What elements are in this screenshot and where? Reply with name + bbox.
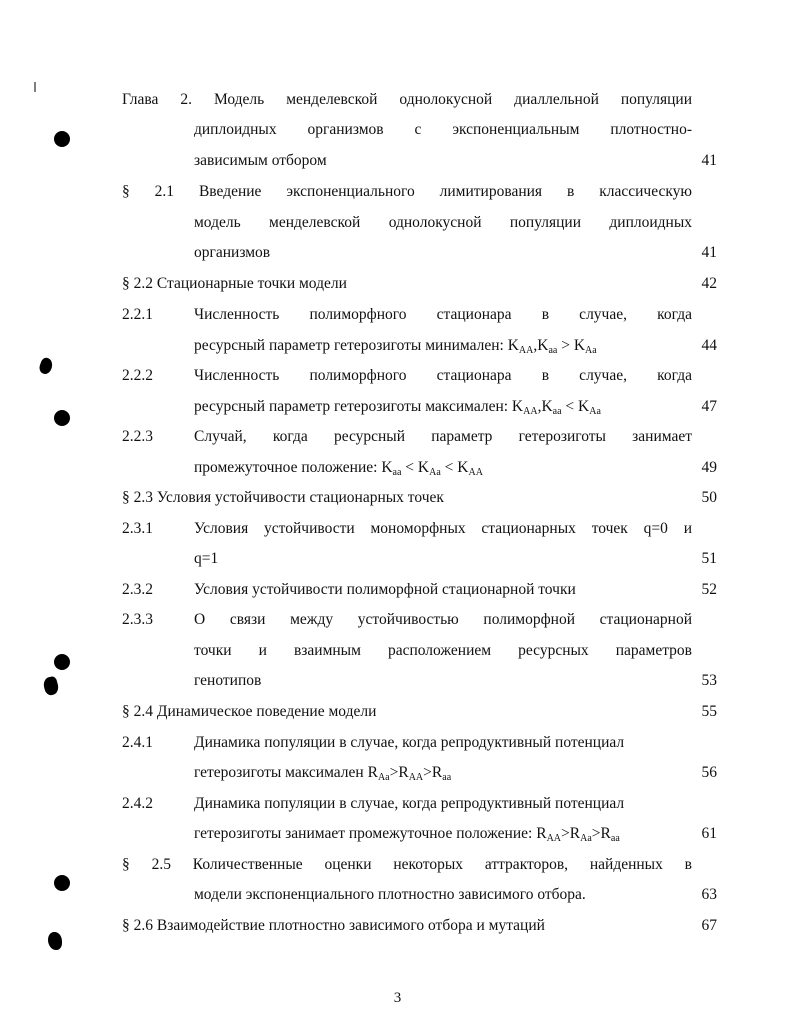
section-2-1-line-3: организмов [194, 244, 271, 261]
subsection-number: 2.2.1 [122, 306, 153, 323]
subsection-2-2-2-line-2: ресурсный параметр гетерозиготы максимален: $K_{AA},K_{aa} < K_{Aa}$ [194, 398, 601, 417]
subsection-2-3-1-line-2: q=1 [194, 550, 219, 567]
toc-page-number: 51 [701, 550, 717, 567]
toc-page-number: 56 [701, 764, 717, 781]
toc-page-number: 41 [701, 244, 717, 261]
toc-page-number: 41 [701, 152, 717, 169]
subsection-2-2-3-line-1: Случай, когда ресурсный параметр гетерозиготы занимает [194, 428, 692, 445]
page-number: 3 [393, 990, 402, 1006]
subsection-number: 2.3.3 [122, 611, 153, 628]
subsection-number: 2.3.1 [122, 520, 153, 537]
subsection-number: 2.4.2 [122, 795, 153, 812]
subsection-2-4-2-line-2: гетерозиготы занимает промежуточное положение: $R_{AA}>R_{Aa}>R_{aa}$ [194, 825, 620, 844]
section-2-3-title: § 2.3 Условия устойчивости стационарных точек [122, 489, 444, 506]
punch-hole [54, 410, 70, 426]
toc-page-number: 63 [701, 886, 717, 903]
subsection-number: 2.4.1 [122, 734, 153, 751]
scan-speck [48, 932, 62, 950]
chapter-title-line-2: диплоидных организмов с экспоненциальным плотностно- [194, 121, 692, 138]
subsection-2-4-2-line-1: Динамика популяции в случае, когда репродуктивный потенциал [194, 795, 625, 812]
subsection-number: 2.3.2 [122, 581, 153, 598]
subsection-2-4-1-line-1: Динамика популяции в случае, когда репродуктивный потенциал [194, 734, 625, 751]
toc-page-number: 47 [701, 398, 717, 415]
punch-hole [54, 131, 70, 147]
subsection-2-4-1-line-2: гетерозиготы максимален $R_{Aa}>R_{AA}>R_{aa}$ [194, 764, 452, 783]
subsection-number: 2.2.3 [122, 428, 153, 445]
chapter-title-line-3: зависимым отбором [194, 152, 327, 169]
scan-speck [34, 82, 36, 92]
toc-page-number: 49 [701, 459, 717, 476]
section-2-6-title: § 2.6 Взаимодействие плотностно зависимого отбора и мутаций [122, 917, 545, 934]
subsection-2-2-3-line-2: промежуточное положение: $K_{aa} < K_{Aa} < K_{AA}$ [194, 459, 483, 478]
toc-page-number: 61 [701, 825, 717, 842]
toc-page-number: 44 [701, 337, 717, 354]
subsection-2-3-2-line-1: Условия устойчивости полиморфной стационарной точки [194, 581, 576, 598]
subsection-2-3-3-line-3: генотипов [194, 672, 262, 689]
scan-speck [38, 356, 55, 375]
subsection-2-2-1-line-2: ресурсный параметр гетерозиготы минимален: $K_{AA},K_{aa} > K_{Aa}$ [194, 337, 597, 356]
subsection-2-2-1-line-1: Численность полиморфного стационара в случае, когда [194, 306, 692, 323]
section-2-5-line-2: модели экспоненциального плотностно зависимого отбора. [194, 886, 586, 903]
toc-page-number: 55 [701, 703, 717, 720]
punch-hole [54, 875, 70, 891]
subsection-2-3-3-line-2: точки и взаимным расположением ресурсных параметров [194, 642, 692, 659]
chapter-title-line-1: Глава 2. Модель менделевской однолокусной диаллельной популяции [122, 91, 692, 108]
toc-page-number: 53 [701, 672, 717, 689]
subsection-2-2-2-line-1: Численность полиморфного стационара в случае, когда [194, 367, 692, 384]
punch-hole [54, 654, 70, 670]
section-2-1-line-1: § 2.1 Введение экспоненциального лимитирования в классическую [122, 183, 692, 200]
section-2-5-line-1: § 2.5 Количественные оценки некоторых аттракторов, найденных в [122, 856, 692, 873]
section-2-4-title: § 2.4 Динамическое поведение модели [122, 703, 377, 720]
subsection-2-3-1-line-1: Условия устойчивости мономорфных стационарных точек q=0 и [194, 520, 692, 537]
scan-speck [42, 675, 60, 696]
toc-page-number: 42 [701, 275, 717, 292]
toc-page-number: 67 [701, 917, 717, 934]
section-2-1-line-2: модель менделевской однолокусной популяции диплоидных [194, 214, 692, 231]
toc-page-number: 52 [701, 581, 717, 598]
toc-page-number: 50 [701, 489, 717, 506]
section-2-2-title: § 2.2 Стационарные точки модели [122, 275, 347, 292]
subsection-2-3-3-line-1: О связи между устойчивостью полиморфной стационарной [194, 611, 692, 628]
subsection-number: 2.2.2 [122, 367, 153, 384]
